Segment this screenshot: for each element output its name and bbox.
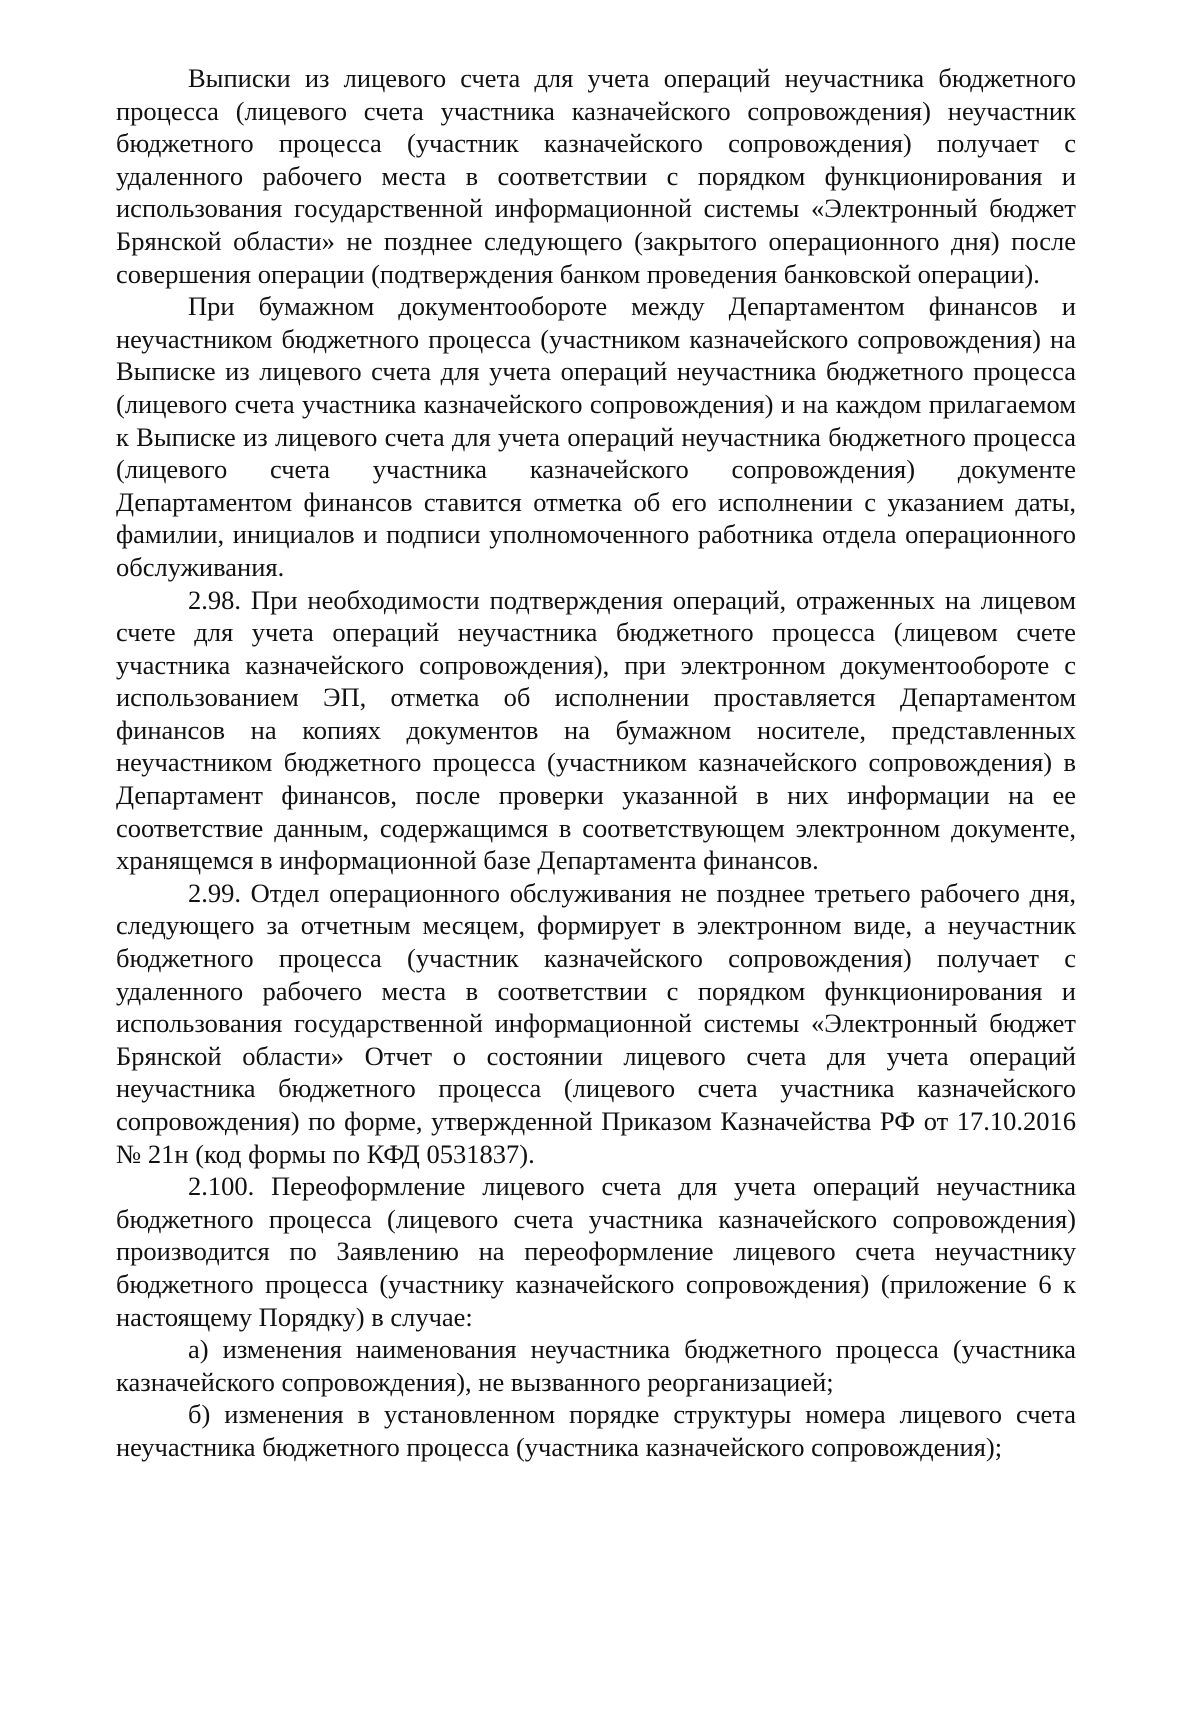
paragraph-2-99: 2.99. Отдел операционного обслуживания не позднее третьего рабочего дня, следующего за отчетным месяцем, формирует в электронном виде, а неучастник бюджетного процесса (участник казначейского сопровождения) получает с удаленного рабочего места в соответствии с порядком функционирования и использования государственной информационной системы «Электронный бюджет Брянской области» Отчет о состоянии лицевого счета для учета операций неучастника бюджетного процесса (лицевого счета участника казначейского сопровождения) по форме, утвержденной Приказом Казначейства РФ от 17.10.2016 № 21н (код формы по КФД 0531837). [116, 877, 1076, 1169]
document-page [116, 62, 1076, 1464]
paragraph-paper-workflow: При бумажном документообороте между Департаментом финансов и неучастником бюджетного процесса (участником казначейского сопровождения) на Выписке из лицевого счета для учета операций неучастника бюджетного процесса (лицевого счета участника казначейского сопровождения) и на каждом прилагаемом к Выписке из лицевого счета для учета операций неучастника бюджетного процесса (лицевого счета участника казначейского сопровождения) документе Департаментом финансов ставится отметка об его исполнении с указанием даты, фамилии, инициалов и подписи уполномоченного работника отдела операционного обслуживания. [116, 291, 1076, 582]
list-item-a: а) изменения наименования неучастника бюджетного процесса (участника казначейского сопровождения), не вызванного реорганизацией; [116, 1334, 1076, 1397]
list-item-b: б) изменения в установленном порядке структуры номера лицевого счета неучастника бюджетного процесса (участника казначейского сопровождения); [116, 1399, 1076, 1462]
paragraph-2-100: 2.100. Переоформление лицевого счета для учета операций неучастника бюджетного процесса (лицевого счета участника казначейского сопровождения) производится по Заявлению на переоформление лицевого счета неучастнику бюджетного процесса (участнику казначейского сопровождения) (приложение 6 к настоящему Порядку) в случае: [116, 1171, 1076, 1332]
paragraph-statements: Выписки из лицевого счета для учета операций неучастника бюджетного процесса (лицевого счета участника казначейского сопровождения) неучастник бюджетного процесса (участник казначейского сопровождения) получает с удаленного рабочего места в соответствии с порядком функционирования и использования государственной информационной системы «Электронный бюджет Брянской области» не позднее следующего (закрытого операционного дня) после совершения операции (подтверждения банком проведения банковской операции). [116, 63, 1076, 289]
paragraph-2-98: 2.98. При необходимости подтверждения операций, отраженных на лицевом счете для учета операций неучастника бюджетного процесса (лицевом счете участника казначейского сопровождения), при электронном документообороте с использованием ЭП, отметка об исполнении проставляется Департаментом финансов на копиях документов на бумажном носителе, представленных неучастником бюджетного процесса (участником казначейского сопровождения) в Департамент финансов, после проверки указанной в них информации на ее соответствие данным, содержащимся в соответствующем электронном документе, хранящемся в информационной базе Департамента финансов. [116, 584, 1076, 876]
